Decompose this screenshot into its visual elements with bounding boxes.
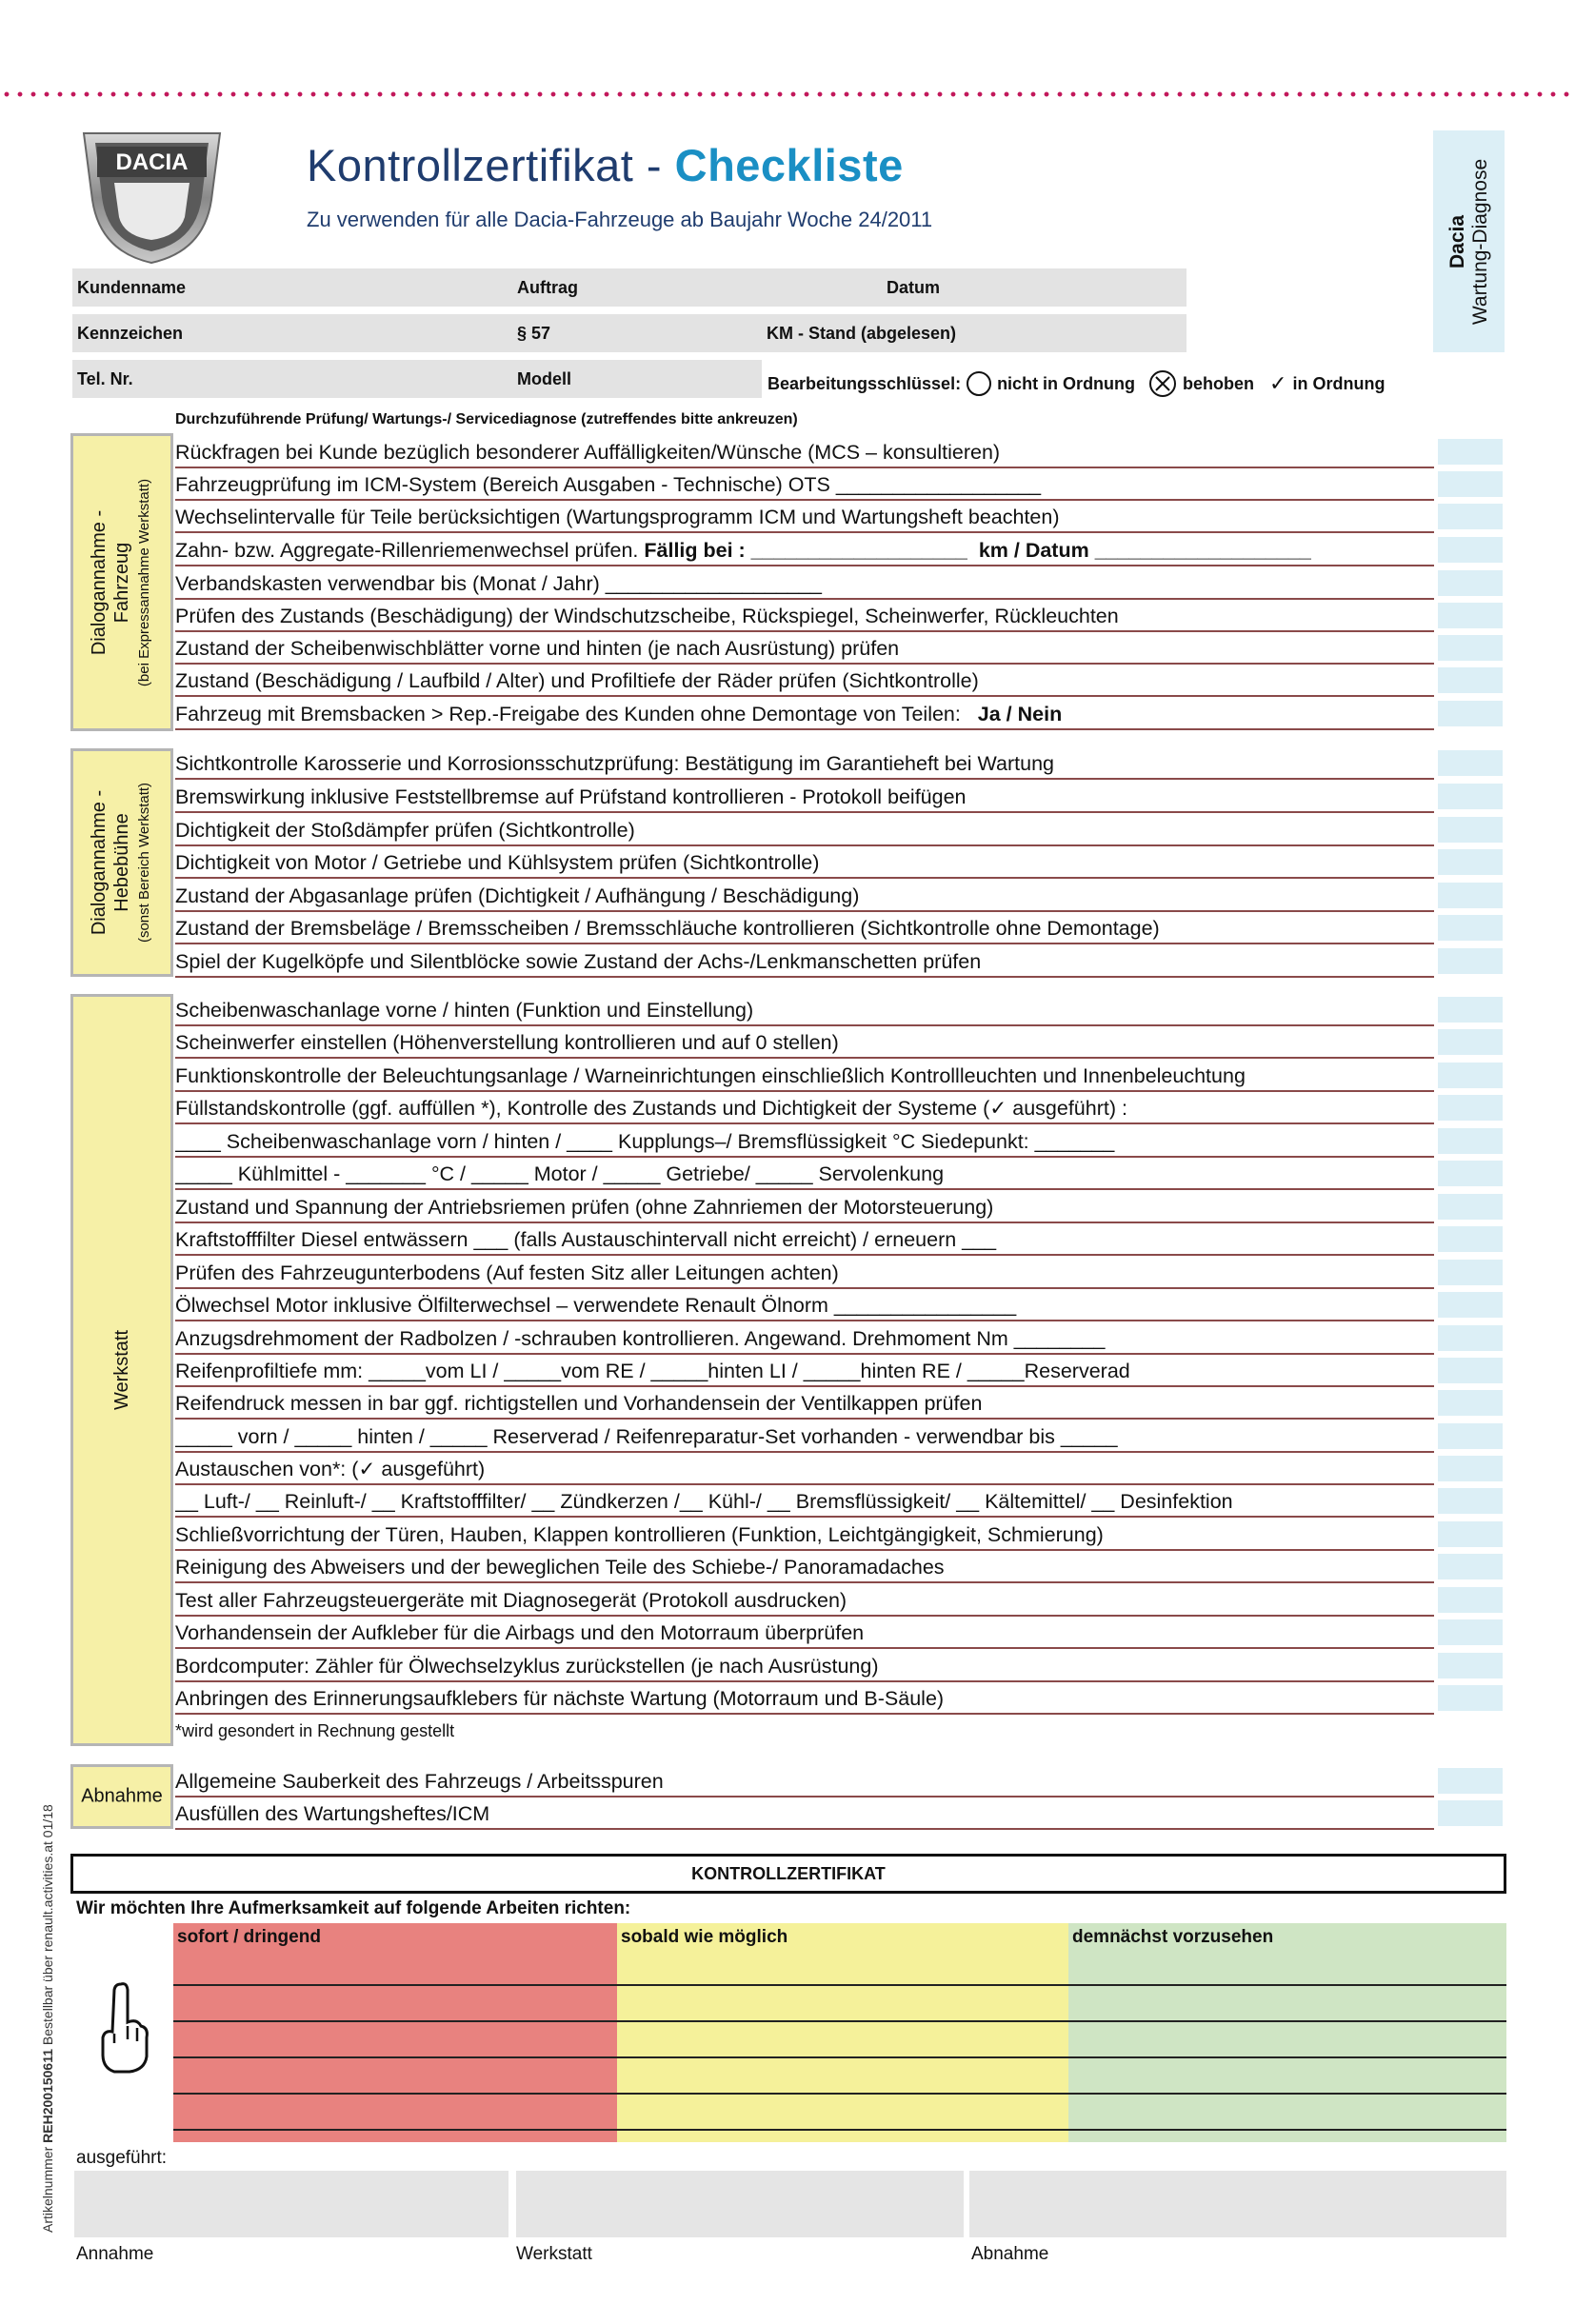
crossed-circle-icon <box>1148 369 1177 398</box>
checkbox[interactable] <box>1438 1390 1503 1416</box>
check-item[interactable]: Zustand der Bremsbeläge / Bremsscheiben / Bremsschläuche kontrollieren (Sichtkontrolle ohne Demontage) <box>175 912 1434 944</box>
section-label-abnahme: Abnahme <box>70 1764 173 1829</box>
checkbox[interactable] <box>1438 603 1503 628</box>
checkbox[interactable] <box>1438 1194 1503 1220</box>
check-item[interactable]: Dichtigkeit der Stoßdämpfer prüfen (Sichtkontrolle) <box>175 814 1434 846</box>
checkbox[interactable] <box>1438 667 1503 693</box>
section-label-werkstatt: Werkstatt <box>70 994 173 1746</box>
checkbox[interactable] <box>1438 1161 1503 1186</box>
field-modell[interactable]: Modell <box>512 360 762 398</box>
checkbox[interactable] <box>1438 883 1503 908</box>
check-item[interactable]: Funktionskontrolle der Beleuchtungsanlage / Warneinrichtungen einschließlich Kontrollleuchten und Innenbeleuchtung <box>175 1060 1434 1092</box>
check-item[interactable]: Zustand (Beschädigung / Laufbild / Alter) und Profiltiefe der Räder prüfen (Sichtkontrolle) <box>175 665 1434 697</box>
signature-label-werkstatt: Werkstatt <box>516 2244 592 2264</box>
checkbox[interactable] <box>1438 948 1503 974</box>
article-number: Artikelnummer REH200150611 Bestellbar über renault.activities.at 01/18 <box>40 1804 55 2233</box>
check-item[interactable]: Scheibenwaschanlage vorne / hinten (Funktion und Einstellung) <box>175 994 1434 1026</box>
checkbox[interactable] <box>1438 1800 1503 1826</box>
checkbox[interactable] <box>1438 750 1503 776</box>
key-ok: in Ordnung <box>1292 373 1386 393</box>
checkbox[interactable] <box>1438 439 1503 465</box>
checkbox[interactable] <box>1438 1768 1503 1794</box>
checkbox[interactable] <box>1438 1488 1503 1514</box>
checkbox[interactable] <box>1438 471 1503 497</box>
checkbox[interactable] <box>1438 1619 1503 1645</box>
check-item[interactable]: Ölwechsel Motor inklusive Ölfilterwechsel – verwendete Renault Ölnorm ________________ <box>175 1289 1434 1321</box>
check-item[interactable]: Wechselintervalle für Teile berücksichtigen (Wartungsprogramm ICM und Wartungsheft beachten) <box>175 501 1434 533</box>
check-item[interactable]: Zustand und Spannung der Antriebsriemen prüfen (ohne Zahnriemen der Motorsteuerung) <box>175 1191 1434 1223</box>
check-item[interactable]: _____ Kühlmittel - _______ °C / _____ Motor / _____ Getriebe/ _____ Servolenkung <box>175 1158 1434 1190</box>
check-item[interactable]: Zustand der Scheibenwischblätter vorne und hinten (je nach Ausrüstung) prüfen <box>175 632 1434 665</box>
instruction-text: Durchzuführende Prüfung/ Wartungs-/ Servicediagnose (zutreffendes bitte ankreuzen) <box>175 411 798 427</box>
check-item[interactable]: Zustand der Abgasanlage prüfen (Dichtigkeit / Aufhängung / Beschädigung) <box>175 880 1434 912</box>
checkbox[interactable] <box>1438 537 1503 563</box>
checkbox[interactable] <box>1438 1456 1503 1481</box>
checkbox[interactable] <box>1438 1521 1503 1547</box>
checkbox[interactable] <box>1438 1587 1503 1613</box>
check-item[interactable]: ____ Scheibenwaschanlage vorn / hinten / ____ Kupplungs–/ Bremsflüssigkeit °C Siedepunkt: _______ <box>175 1125 1434 1158</box>
signature-annahme[interactable] <box>74 2171 508 2237</box>
checkbox[interactable] <box>1438 817 1503 843</box>
signature-werkstatt[interactable] <box>516 2171 964 2237</box>
check-item[interactable]: Anzugsdrehmoment der Radbolzen / -schrauben kontrollieren. Angewand. Drehmoment Nm ________ <box>175 1322 1434 1355</box>
check-item[interactable]: Prüfen des Zustands (Beschädigung) der Windschutzscheibe, Rückspiegel, Scheinwerfer, Rückleuchten <box>175 600 1434 632</box>
section-label-dialog-vehicle: Dialogannahme - Fahrzeug (bei Expressannahme Werkstatt) <box>70 433 173 731</box>
check-item[interactable]: Füllstandskontrolle (ggf. auffüllen *), Kontrolle des Zustands und Dichtigkeit der Systeme (✓ ausgeführt) : <box>175 1092 1434 1124</box>
check-item[interactable]: Prüfen des Fahrzeugunterbodens (Auf festen Sitz aller Leitungen achten) <box>175 1257 1434 1289</box>
check-item[interactable]: Allgemeine Sauberkeit des Fahrzeugs / Arbeitsspuren <box>175 1765 1434 1798</box>
footnote: *wird gesondert in Rechnung gestellt <box>175 1721 455 1740</box>
check-item[interactable]: Sichtkontrolle Karosserie und Korrosionsschutzprüfung: Bestätigung im Garantieheft bei Wartung <box>175 747 1434 780</box>
checkbox[interactable] <box>1438 1260 1503 1285</box>
section-label-dialog-lift: Dialogannahme - Hebebühne (sonst Bereich Werkstatt) <box>70 748 173 977</box>
signature-label-abnahme: Abnahme <box>971 2244 1049 2264</box>
check-item[interactable]: Test aller Fahrzeugsteuergeräte mit Diagnosegerät (Protokoll ausdrucken) <box>175 1584 1434 1617</box>
checkbox[interactable] <box>1438 1128 1503 1154</box>
field-kennzeichen[interactable]: Kennzeichen <box>72 314 512 352</box>
check-item[interactable]: Ausfüllen des Wartungsheftes/ICM <box>175 1798 1434 1830</box>
checkbox[interactable] <box>1438 701 1503 726</box>
dacia-logo <box>78 126 226 267</box>
check-item[interactable]: Verbandskasten verwendbar bis (Monat / Jahr) ___________________ <box>175 567 1434 600</box>
check-item[interactable]: Fahrzeug mit Bremsbacken > Rep.-Freigabe des Kunden ohne Demontage von Teilen: Ja / Nein <box>175 698 1434 730</box>
check-item[interactable]: Reifenprofiltiefe mm: _____vom LI / _____vom RE / _____hinten LI / _____hinten RE / _____Reserverad <box>175 1355 1434 1387</box>
field-km-stand[interactable]: KM - Stand (abgelesen) <box>762 314 1186 352</box>
side-tab-brand: Dacia <box>1445 214 1468 268</box>
check-item[interactable]: Fahrzeugprüfung im ICM-System (Bereich Ausgaben - Technische) OTS __________________ <box>175 468 1434 501</box>
checkbox[interactable] <box>1438 1226 1503 1252</box>
check-item[interactable]: __ Luft-/ __ Reinluft-/ __ Kraftstofffilter/ __ Zündkerzen /__ Kühl-/ __ Bremsflüssigkeit/ __ Kältemittel/ __ Desinfektion <box>175 1485 1434 1518</box>
side-tab-label: Wartung-Diagnose <box>1468 158 1491 325</box>
checkbox[interactable] <box>1438 1325 1503 1351</box>
field-paragraph57[interactable]: § 57 <box>512 314 762 352</box>
check-item[interactable]: Zahn- bzw. Aggregate-Rillenriemenwechsel prüfen. Fällig bei : ___________________ km / Datum ___________________ <box>175 534 1434 566</box>
key-not-ok: nicht in Ordnung <box>997 373 1136 393</box>
checkbox[interactable] <box>1438 784 1503 809</box>
checkbox[interactable] <box>1438 1685 1503 1711</box>
check-item[interactable]: Schließvorrichtung der Türen, Hauben, Klappen kontrollieren (Funktion, Leichtgängigkeit, Schmierung) <box>175 1519 1434 1551</box>
executed-label: ausgeführt: <box>76 2148 168 2168</box>
check-item[interactable]: Spiel der Kugelköpfe und Silentblöcke sowie Zustand der Achs-/Lenkmanschetten prüfen <box>175 945 1434 978</box>
field-kundenname[interactable]: Kundenname <box>72 268 512 307</box>
check-item[interactable]: Kraftstofffilter Diesel entwässern ___ (falls Austauschintervall nicht erreicht) / erneuern ___ <box>175 1223 1434 1256</box>
key-label: Bearbeitungsschlüssel: <box>768 373 962 393</box>
check-item[interactable]: Bremswirkung inklusive Feststellbremse auf Prüfstand kontrollieren - Protokoll beifügen <box>175 781 1434 813</box>
checkmark-icon: ✓ <box>1269 371 1287 395</box>
title-highlight: Checkliste <box>674 140 904 190</box>
checkbox[interactable] <box>1438 570 1503 596</box>
circle-icon <box>967 371 991 396</box>
page-title: Kontrollzertifikat - Checkliste <box>307 140 904 190</box>
checkbox[interactable] <box>1438 1554 1503 1579</box>
check-item[interactable]: Bordcomputer: Zähler für Ölwechselzyklus zurückstellen (je nach Ausrüstung) <box>175 1650 1434 1682</box>
checkbox[interactable] <box>1438 635 1503 661</box>
check-item[interactable]: Anbringen des Erinnerungsaufklebers für nächste Wartung (Motorraum und B-Säule) <box>175 1682 1434 1715</box>
attention-text: Wir möchten Ihre Aufmerksamkeit auf folgende Arbeiten richten: <box>76 1898 631 1918</box>
page-subtitle: Zu verwenden für alle Dacia-Fahrzeuge ab Baujahr Woche 24/2011 <box>307 208 933 231</box>
key-fixed: behoben <box>1183 373 1255 393</box>
processing-key <box>768 369 1385 398</box>
check-item[interactable]: Austauschen von*: (✓ ausgeführt) <box>175 1453 1434 1485</box>
checkbox[interactable] <box>1438 1029 1503 1055</box>
field-tel[interactable]: Tel. Nr. <box>72 360 512 398</box>
column-soon[interactable]: sobald wie möglich <box>617 1923 1068 2142</box>
check-item[interactable]: Dichtigkeit von Motor / Getriebe und Kühlsystem prüfen (Sichtkontrolle) <box>175 846 1434 879</box>
check-item[interactable]: Reifendruck messen in bar ggf. richtigstellen und Vorhandensein der Ventilkappen prüfen <box>175 1387 1434 1420</box>
check-item[interactable]: Rückfragen bei Kunde bezüglich besonderer Auffälligkeiten/Wünsche (MCS – konsultieren) <box>175 436 1434 468</box>
checkbox[interactable] <box>1438 849 1503 875</box>
pointing-hand-icon <box>95 1980 152 2076</box>
certificate-title: KONTROLLZERTIFIKAT <box>70 1854 1506 1894</box>
field-auftrag[interactable]: Auftrag <box>512 268 882 307</box>
checkbox[interactable] <box>1438 1653 1503 1678</box>
dotted-border <box>0 91 1575 97</box>
signature-abnahme[interactable] <box>969 2171 1506 2237</box>
checkbox[interactable] <box>1438 504 1503 529</box>
column-upcoming[interactable]: demnächst vorzusehen <box>1068 1923 1506 2142</box>
checkbox[interactable] <box>1438 997 1503 1023</box>
field-datum[interactable]: Datum <box>882 268 1186 307</box>
checkbox[interactable] <box>1438 1063 1503 1088</box>
checkbox[interactable] <box>1438 1095 1503 1121</box>
check-item[interactable]: Vorhandensein der Aufkleber für die Airbags und den Motorraum überprüfen <box>175 1617 1434 1649</box>
side-tab <box>1433 130 1505 352</box>
checkbox[interactable] <box>1438 1292 1503 1318</box>
column-urgent[interactable]: sofort / dringend <box>173 1923 617 2142</box>
checkbox[interactable] <box>1438 1358 1503 1383</box>
checkbox[interactable] <box>1438 1423 1503 1449</box>
check-item[interactable]: _____ vorn / _____ hinten / _____ Reserverad / Reifenreparatur-Set vorhanden - verwendbar bis _____ <box>175 1420 1434 1453</box>
checkbox[interactable] <box>1438 915 1503 941</box>
logo-text: DACIA <box>115 149 189 175</box>
signature-label-annahme: Annahme <box>76 2244 154 2264</box>
check-item[interactable]: Scheinwerfer einstellen (Höhenverstellung kontrollieren und auf 0 stellen) <box>175 1026 1434 1059</box>
check-item[interactable]: Reinigung des Abweisers und der beweglichen Teile des Schiebe-/ Panoramadaches <box>175 1551 1434 1583</box>
